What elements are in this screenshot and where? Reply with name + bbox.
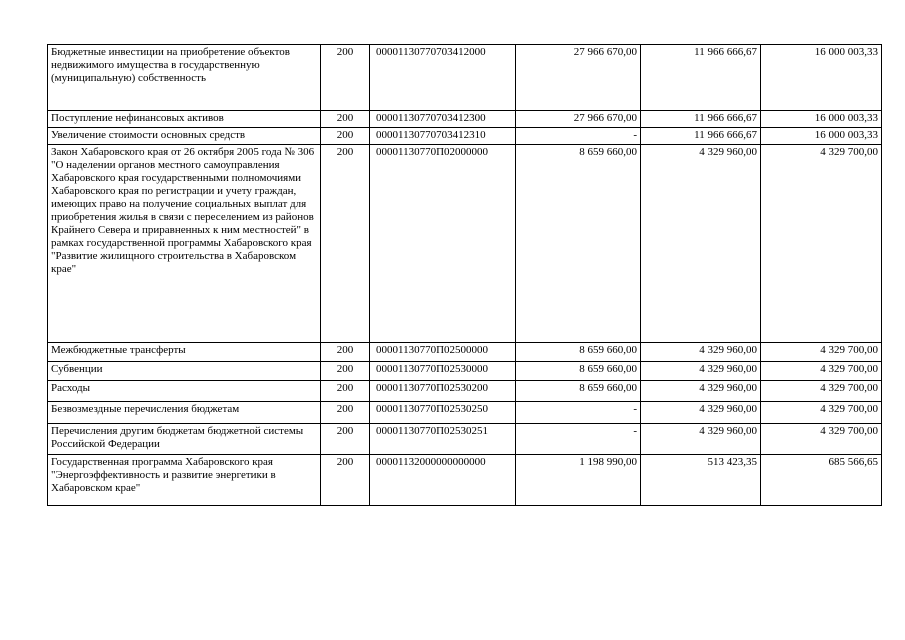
row-name-cell: Увеличение стоимости основных средств: [48, 128, 321, 145]
row-name-cell: Перечисления другим бюджетам бюджетной системы Российской Федерации: [48, 424, 321, 455]
table-row: [48, 45, 882, 111]
table-row: [48, 402, 882, 424]
row-approved-amount-cell: -: [516, 402, 641, 424]
row-name-cell: Закон Хабаровского края от 26 октября 2005 года № 306 "О наделении органов местного самоуправления Хабаровского края государственными полномочиями Хабаровского края по регистрации и учету граждан, имеющих право на получение социальных выплат для приобретения жилья в связи с переселением из районов Крайнего Севера и приравненных к ним местностей" в рамках государственной программы Хабаровского края "Развитие жилищного строительства в Хабаровском крае": [48, 145, 321, 343]
row-approved-amount-cell: 1 198 990,00: [516, 455, 641, 506]
row-executed-amount-cell: 4 329 960,00: [641, 402, 761, 424]
row-code-cell: 200: [321, 402, 370, 424]
row-executed-amount-cell: 11 966 666,67: [641, 111, 761, 128]
budget-report-page: [47, 44, 882, 506]
row-approved-amount-cell: 8 659 660,00: [516, 381, 641, 402]
row-approved-amount-cell: 8 659 660,00: [516, 145, 641, 343]
row-classification-code-cell: 00001130770П02530200: [370, 381, 516, 402]
row-executed-amount-cell: 4 329 960,00: [641, 362, 761, 381]
table-row: [48, 111, 882, 128]
row-classification-code-cell: 00001130770П02500000: [370, 343, 516, 362]
table-row: [48, 362, 882, 381]
row-name-cell: Безвозмездные перечисления бюджетам: [48, 402, 321, 424]
row-approved-amount-cell: -: [516, 424, 641, 455]
row-name-cell: Расходы: [48, 381, 321, 402]
row-name-cell: Межбюджетные трансферты: [48, 343, 321, 362]
row-executed-amount-cell: 11 966 666,67: [641, 45, 761, 111]
table-row: [48, 128, 882, 145]
row-code-cell: 200: [321, 362, 370, 381]
row-executed-amount-cell: 4 329 960,00: [641, 343, 761, 362]
row-unexecuted-amount-cell: 4 329 700,00: [761, 402, 882, 424]
row-classification-code-cell: 00001130770703412000: [370, 45, 516, 111]
row-unexecuted-amount-cell: 16 000 003,33: [761, 111, 882, 128]
row-code-cell: 200: [321, 424, 370, 455]
row-classification-code-cell: 00001130770П02530251: [370, 424, 516, 455]
row-classification-code-cell: 00001130770П02000000: [370, 145, 516, 343]
row-classification-code-cell: 00001130770703412300: [370, 111, 516, 128]
row-code-cell: 200: [321, 145, 370, 343]
row-executed-amount-cell: 4 329 960,00: [641, 145, 761, 343]
row-executed-amount-cell: 11 966 666,67: [641, 128, 761, 145]
table-row: [48, 145, 882, 343]
row-unexecuted-amount-cell: 4 329 700,00: [761, 362, 882, 381]
row-approved-amount-cell: 8 659 660,00: [516, 362, 641, 381]
row-code-cell: 200: [321, 343, 370, 362]
row-classification-code-cell: 00001130770П02530250: [370, 402, 516, 424]
row-unexecuted-amount-cell: 4 329 700,00: [761, 381, 882, 402]
row-approved-amount-cell: 8 659 660,00: [516, 343, 641, 362]
row-code-cell: 200: [321, 455, 370, 506]
row-code-cell: 200: [321, 111, 370, 128]
table-row: [48, 424, 882, 455]
row-executed-amount-cell: 513 423,35: [641, 455, 761, 506]
row-unexecuted-amount-cell: 16 000 003,33: [761, 128, 882, 145]
row-unexecuted-amount-cell: 16 000 003,33: [761, 45, 882, 111]
table-row: [48, 381, 882, 402]
row-name-cell: Субвенции: [48, 362, 321, 381]
table-row: [48, 343, 882, 362]
row-approved-amount-cell: 27 966 670,00: [516, 111, 641, 128]
row-classification-code-cell: 00001130770703412310: [370, 128, 516, 145]
row-executed-amount-cell: 4 329 960,00: [641, 424, 761, 455]
row-approved-amount-cell: -: [516, 128, 641, 145]
row-name-cell: Государственная программа Хабаровского края "Энергоэффективность и развитие энергетики в Хабаровском крае": [48, 455, 321, 506]
row-unexecuted-amount-cell: 4 329 700,00: [761, 145, 882, 343]
row-unexecuted-amount-cell: 685 566,65: [761, 455, 882, 506]
row-unexecuted-amount-cell: 4 329 700,00: [761, 343, 882, 362]
row-approved-amount-cell: 27 966 670,00: [516, 45, 641, 111]
row-code-cell: 200: [321, 128, 370, 145]
row-executed-amount-cell: 4 329 960,00: [641, 381, 761, 402]
row-unexecuted-amount-cell: 4 329 700,00: [761, 424, 882, 455]
row-classification-code-cell: 00001130770П02530000: [370, 362, 516, 381]
row-code-cell: 200: [321, 381, 370, 402]
row-classification-code-cell: 00001132000000000000: [370, 455, 516, 506]
row-code-cell: 200: [321, 45, 370, 111]
table-row: [48, 455, 882, 506]
budget-execution-table: [47, 44, 882, 506]
row-name-cell: Бюджетные инвестиции на приобретение объектов недвижимого имущества в государственную (муниципальную) собственность: [48, 45, 321, 111]
row-name-cell: Поступление нефинансовых активов: [48, 111, 321, 128]
